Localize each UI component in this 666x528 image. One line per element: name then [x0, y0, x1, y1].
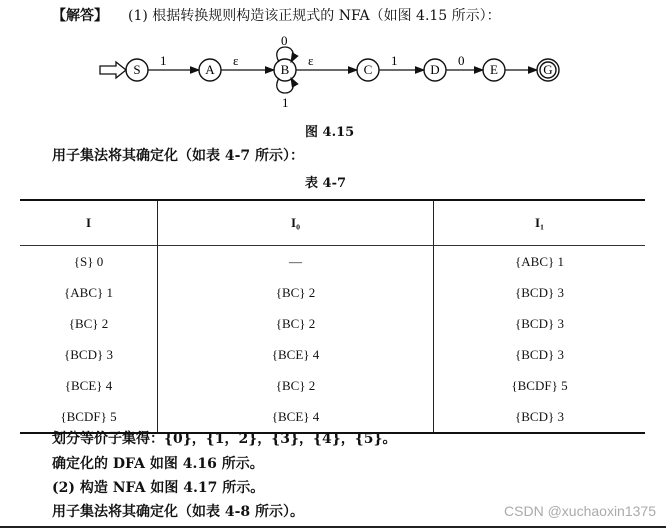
text-line-2: 确定化的 DFA 如图 4.16 所示。 [52, 456, 264, 472]
transition-label: ε [233, 53, 239, 68]
table-row [20, 339, 645, 370]
watermark: CSDN @xuchaoxin1375 [504, 503, 656, 519]
state-label: G [543, 62, 553, 77]
table-cell: {BC} 2 [158, 277, 434, 308]
intro-text: (1) 根据转换规则构造该正规式的 NFA（如图 4.15 所示）： [128, 8, 501, 24]
table-cell: {BCE} 4 [158, 339, 434, 370]
header-i: I [20, 200, 158, 246]
table-row [20, 277, 645, 308]
figure-caption: 图 4.15 [305, 125, 355, 140]
table-cell: {BCDF} 5 [20, 401, 158, 433]
table-cell: {BCE} 4 [158, 401, 434, 433]
table-cell: {S} 0 [73, 253, 104, 269]
table-row [20, 246, 645, 278]
subset-text: 用子集法将其确定化（如表 4-7 所示）： [52, 148, 305, 164]
table-cell: {BCD} 3 [434, 277, 646, 308]
table-row [20, 308, 645, 339]
loop-bottom [277, 78, 293, 93]
state-label: D [430, 62, 440, 77]
text-line-1: 划分等价子集得：{0}，{1，2}，{3}，{4}，{5}。 [52, 431, 397, 447]
table-cell: {BCDF} 5 [434, 370, 646, 401]
transition-label: 0 [458, 53, 465, 68]
start-arrow-icon [100, 62, 126, 78]
state-label: C [363, 62, 373, 77]
table-cell: {BC} 2 [68, 315, 109, 331]
loop-top-label: 0 [281, 33, 288, 48]
loop-bottom-label: 1 [282, 95, 289, 110]
loop-top [277, 47, 293, 62]
table-row [20, 370, 645, 401]
answer-label: 【解答】 [52, 8, 108, 24]
transition-label: ε [308, 53, 314, 68]
table-cell: {BCD} 3 [434, 308, 646, 339]
state-label: A [205, 62, 215, 77]
table-title: 表 4-7 [305, 176, 347, 191]
table-cell: — [158, 246, 434, 278]
transition-label: 1 [391, 53, 398, 68]
table-cell: {BCD} 3 [434, 339, 646, 370]
state-label: E [490, 62, 498, 77]
table-cell: {BC} 2 [158, 308, 434, 339]
table-cell: {ABC} 1 [64, 284, 113, 300]
transition-label: 1 [160, 53, 167, 68]
table-cell: {BCE} 4 [64, 377, 113, 393]
header-i1: I₁ [434, 200, 646, 246]
table-cell: {BCD} 3 [434, 401, 646, 433]
state-label: B [280, 62, 290, 77]
text-line-3: (2) 构造 NFA 如图 4.17 所示。 [52, 480, 265, 496]
header-i0: I₀ [158, 200, 434, 246]
text-line-4: 用子集法将其确定化（如表 4-8 所示）。 [52, 504, 305, 520]
table-cell: {BCD} 3 [64, 346, 113, 362]
subset-table [20, 199, 645, 434]
nfa-diagram [0, 30, 666, 120]
table-cell: {ABC} 1 [434, 246, 646, 278]
state-label: S [133, 62, 141, 77]
table-cell: {BC} 2 [158, 370, 434, 401]
